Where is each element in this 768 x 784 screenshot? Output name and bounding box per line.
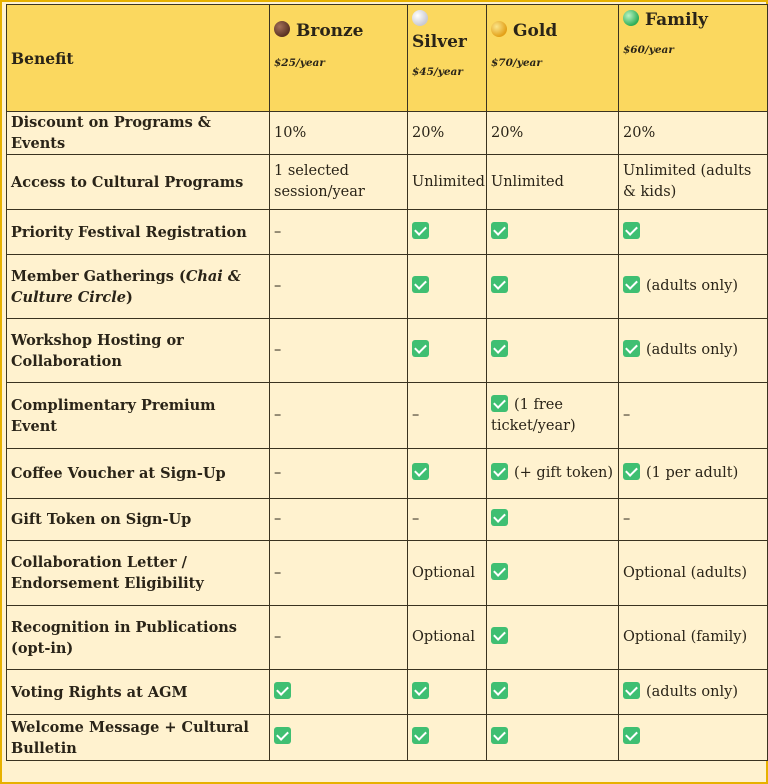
cell-bronze bbox=[270, 541, 408, 606]
tier-price: $45/year bbox=[412, 66, 463, 78]
cell-silver bbox=[408, 449, 487, 499]
check-mark-button-icon bbox=[412, 463, 429, 480]
cell-text: – bbox=[274, 407, 282, 423]
cell-text: – bbox=[274, 223, 282, 240]
cell-gold bbox=[487, 449, 619, 499]
cell-silver bbox=[408, 499, 487, 541]
check-mark-button-icon bbox=[491, 276, 508, 293]
cell-bronze bbox=[270, 715, 408, 761]
cell-family bbox=[619, 112, 768, 155]
cell-gold bbox=[487, 155, 619, 210]
cell-gold bbox=[487, 715, 619, 761]
cell-gold bbox=[487, 541, 619, 606]
table-row-workshop-hosting bbox=[7, 319, 768, 383]
cell-text: – bbox=[412, 511, 420, 527]
cell-text: (+ gift token) bbox=[514, 465, 614, 481]
check-mark-button-icon bbox=[491, 463, 508, 480]
cell-text: (adults only) bbox=[646, 683, 738, 700]
cell-family bbox=[619, 670, 768, 715]
cell-text: (adults only) bbox=[646, 278, 738, 294]
cell-text: – bbox=[274, 629, 282, 645]
cell-text: – bbox=[412, 407, 420, 423]
cell-bronze bbox=[270, 449, 408, 499]
cell-text: (1 free ticket/year) bbox=[491, 396, 576, 434]
benefit-label: Recognition in Publications (opt-in) bbox=[7, 606, 270, 670]
header-row bbox=[7, 5, 768, 112]
benefit-label: Workshop Hosting or Collaboration bbox=[7, 319, 270, 383]
cell-family bbox=[619, 155, 768, 210]
check-mark-button-icon bbox=[623, 340, 640, 357]
cell-silver bbox=[408, 210, 487, 255]
table-body bbox=[7, 112, 768, 761]
cell-family bbox=[619, 383, 768, 449]
cell-gold bbox=[487, 606, 619, 670]
cell-gold bbox=[487, 319, 619, 383]
table-row-complimentary-event bbox=[7, 383, 768, 449]
table-row-access bbox=[7, 155, 768, 210]
cell-silver bbox=[408, 383, 487, 449]
cell-gold bbox=[487, 499, 619, 541]
check-mark-button-icon bbox=[623, 276, 640, 293]
tier-header-silver bbox=[408, 5, 487, 112]
check-mark-button-icon bbox=[491, 563, 508, 580]
cell-text: Optional bbox=[412, 564, 475, 581]
cell-text: Unlimited (adults & kids) bbox=[623, 163, 752, 200]
cell-family bbox=[619, 606, 768, 670]
cell-gold bbox=[487, 670, 619, 715]
cell-bronze bbox=[270, 606, 408, 670]
cell-family bbox=[619, 449, 768, 499]
cell-text: 1 selected session/year bbox=[274, 163, 365, 200]
cell-silver bbox=[408, 606, 487, 670]
cell-bronze bbox=[270, 670, 408, 715]
cell-gold bbox=[487, 383, 619, 449]
benefit-label: Collaboration Letter / Endorsement Eligibility bbox=[7, 541, 270, 606]
check-mark-button-icon bbox=[623, 463, 640, 480]
cell-text: Optional (adults) bbox=[623, 564, 748, 581]
tier-header-family bbox=[619, 5, 768, 112]
cell-silver bbox=[408, 670, 487, 715]
cell-text: 10% bbox=[274, 124, 307, 141]
benefit-column-header: Benefit bbox=[7, 5, 270, 112]
tier-header-bronze bbox=[270, 5, 408, 112]
table-row-recognition bbox=[7, 606, 768, 670]
cell-family bbox=[619, 715, 768, 761]
tier-header-gold bbox=[487, 5, 619, 112]
benefit-label: Coffee Voucher at Sign-Up bbox=[7, 449, 270, 499]
table-row-collaboration-letter bbox=[7, 541, 768, 606]
check-mark-button-icon bbox=[491, 627, 508, 644]
check-mark-button-icon bbox=[412, 340, 429, 357]
cell-bronze bbox=[270, 210, 408, 255]
cell-text: – bbox=[274, 511, 282, 527]
tier-name: Bronze bbox=[296, 21, 364, 41]
benefit-label: Welcome Message + Cultural Bulletin bbox=[7, 715, 270, 761]
table-row-gift-token bbox=[7, 499, 768, 541]
cell-family bbox=[619, 541, 768, 606]
check-mark-button-icon bbox=[412, 727, 429, 744]
tier-price: $60/year bbox=[623, 44, 674, 56]
bronze-medal-icon bbox=[274, 21, 290, 37]
cell-gold bbox=[487, 112, 619, 155]
cell-silver bbox=[408, 319, 487, 383]
tier-price: $25/year bbox=[274, 57, 325, 69]
tier-name: Gold bbox=[513, 21, 558, 41]
benefit-label: Discount on Programs & Events bbox=[7, 112, 270, 155]
check-mark-button-icon bbox=[623, 727, 640, 744]
check-mark-button-icon bbox=[491, 222, 508, 239]
check-mark-button-icon bbox=[491, 340, 508, 357]
cell-text: – bbox=[274, 465, 282, 481]
cell-silver bbox=[408, 255, 487, 319]
cell-text: – bbox=[623, 407, 631, 423]
check-mark-button-icon bbox=[412, 682, 429, 699]
cell-text: 20% bbox=[412, 124, 445, 141]
benefit-label: Gift Token on Sign-Up bbox=[7, 499, 270, 541]
cell-gold bbox=[487, 210, 619, 255]
membership-benefits-table bbox=[6, 4, 768, 761]
cell-family bbox=[619, 499, 768, 541]
cell-family bbox=[619, 255, 768, 319]
cell-bronze bbox=[270, 499, 408, 541]
tier-name: Silver bbox=[412, 32, 467, 52]
cell-text: – bbox=[623, 511, 631, 527]
benefit-label-italic: Chai & Culture Circle bbox=[11, 267, 241, 306]
cell-bronze bbox=[270, 255, 408, 319]
cell-family bbox=[619, 319, 768, 383]
benefit-label-part: ) bbox=[126, 288, 133, 306]
cell-bronze bbox=[270, 383, 408, 449]
cell-family bbox=[619, 210, 768, 255]
silver-medal-icon bbox=[412, 10, 428, 26]
benefit-label: Priority Festival Registration bbox=[7, 210, 270, 255]
cell-text: Unlimited bbox=[412, 173, 485, 190]
check-mark-button-icon bbox=[623, 222, 640, 239]
check-mark-button-icon bbox=[274, 682, 291, 699]
check-mark-button-icon bbox=[491, 395, 508, 412]
cell-silver bbox=[408, 155, 487, 210]
cell-text: Optional (family) bbox=[623, 629, 748, 645]
cell-gold bbox=[487, 255, 619, 319]
cell-bronze bbox=[270, 112, 408, 155]
benefit-label: Complimentary Premium Event bbox=[7, 383, 270, 449]
cell-text: – bbox=[274, 342, 282, 358]
benefit-label: Voting Rights at AGM bbox=[7, 670, 270, 715]
tier-name: Family bbox=[645, 10, 708, 30]
table-row-member-gatherings bbox=[7, 255, 768, 319]
check-mark-button-icon bbox=[623, 682, 640, 699]
table-row-voting-rights bbox=[7, 670, 768, 715]
cell-silver bbox=[408, 541, 487, 606]
table-row-welcome-message bbox=[7, 715, 768, 761]
check-mark-button-icon bbox=[491, 509, 508, 526]
check-mark-button-icon bbox=[274, 727, 291, 744]
cell-text: 20% bbox=[623, 124, 656, 141]
benefit-label-part: Member Gatherings ( bbox=[11, 267, 186, 285]
gold-medal-icon bbox=[491, 21, 507, 37]
table-row-discount bbox=[7, 112, 768, 155]
cell-text: 20% bbox=[491, 124, 524, 141]
cell-text: (1 per adult) bbox=[646, 465, 739, 481]
cell-text: – bbox=[274, 278, 282, 294]
check-mark-button-icon bbox=[412, 222, 429, 239]
cell-silver bbox=[408, 715, 487, 761]
check-mark-button-icon bbox=[412, 276, 429, 293]
cell-bronze bbox=[270, 319, 408, 383]
cell-bronze bbox=[270, 155, 408, 210]
tier-price: $70/year bbox=[491, 57, 542, 69]
benefit-label bbox=[7, 255, 270, 319]
table-row-coffee-voucher bbox=[7, 449, 768, 499]
check-mark-button-icon bbox=[491, 727, 508, 744]
green-circle-icon bbox=[623, 10, 639, 26]
cell-text: – bbox=[274, 564, 282, 581]
cell-text: Optional bbox=[412, 629, 475, 645]
cell-text: (adults only) bbox=[646, 342, 738, 358]
table-row-priority-festival bbox=[7, 210, 768, 255]
cell-silver bbox=[408, 112, 487, 155]
cell-text: Unlimited bbox=[491, 173, 564, 190]
check-mark-button-icon bbox=[491, 682, 508, 699]
benefit-label: Access to Cultural Programs bbox=[7, 155, 270, 210]
